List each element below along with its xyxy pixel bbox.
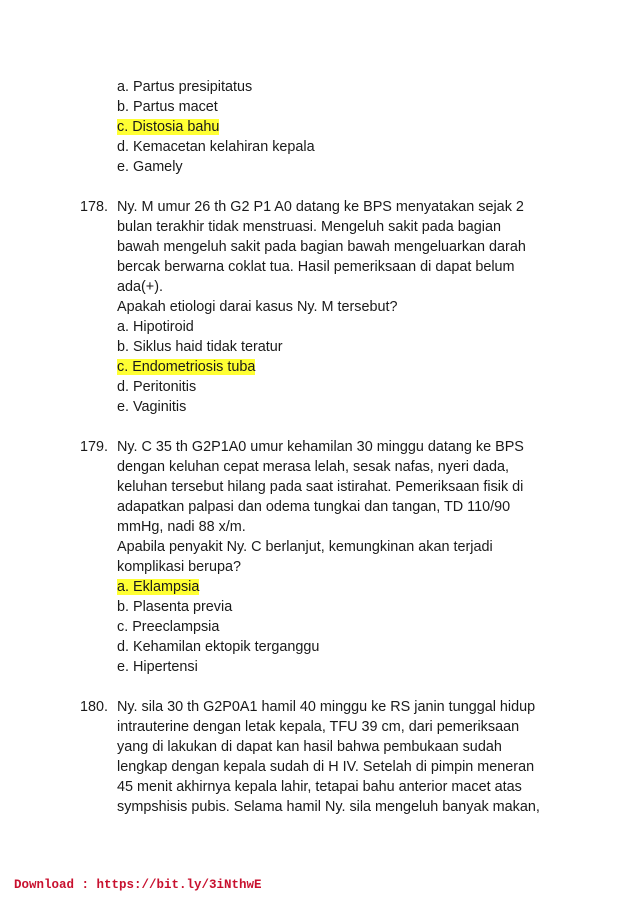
question-text-line: bercak berwarna coklat tua. Hasil pemeriksaan di dapat belum — [117, 259, 515, 275]
question-text-line: bawah mengeluh sakit pada bagian bawah mengeluarkan darah — [117, 239, 526, 255]
question-text-line: adapatkan palpasi dan odema tungkai dan tangan, TD 110/90 — [117, 499, 511, 515]
highlighted-answer: c. Distosia bahu — [117, 119, 220, 135]
q179-option-a — [117, 577, 199, 597]
highlighted-answer: c. Endometriosis tuba — [117, 359, 256, 375]
q177-option-d: d. Kemacetan kelahiran kepala — [117, 139, 315, 155]
question-text-line: dengan keluhan cepat merasa lelah, sesak nafas, nyeri dada, — [117, 459, 510, 475]
question-text-line: 45 menit akhirnya kepala lahir, tetapai bahu anterior macet atas — [117, 779, 522, 795]
question-text-line: sympshisis pubis. Selama hamil Ny. sila mengeluh banyak makan, — [117, 799, 540, 815]
question-prompt: Apabila penyakit Ny. C berlanjut, kemungkinan akan terjadi — [117, 539, 493, 555]
question-number: 179. — [80, 439, 109, 455]
question-text-line: Ny. M umur 26 th G2 P1 A0 datang ke BPS menyatakan sejak 2 — [117, 199, 524, 215]
question-text-line: mmHg, nadi 88 x/m. — [117, 519, 246, 535]
question-text-line: Ny. sila 30 th G2P0A1 hamil 40 minggu ke RS janin tunggal hidup — [117, 699, 536, 715]
question-text-line: Ny. C 35 th G2P1A0 umur kehamilan 30 minggu datang ke BPS — [117, 439, 524, 455]
highlighted-answer: a. Eklampsia — [117, 579, 200, 595]
question-prompt: Apakah etiologi darai kasus Ny. M tersebut? — [117, 299, 398, 315]
question-text-line: bulan terakhir tidak menstruasi. Mengeluh sakit pada bagian — [117, 219, 501, 235]
question-prompt: komplikasi berupa? — [117, 559, 241, 575]
q179-option-b: b. Plasenta previa — [117, 599, 233, 615]
question-text-line: yang di lakukan di dapat kan hasil bahwa pembukaan sudah — [117, 739, 502, 755]
question-text-line: ada(+). — [117, 279, 163, 295]
download-link[interactable]: Download : https://bit.ly/3iNthwE — [14, 878, 262, 892]
q178-option-c — [117, 357, 255, 377]
q179-option-e: e. Hipertensi — [117, 659, 198, 675]
q177-option-c — [117, 117, 219, 137]
q177-option-a: a. Partus presipitatus — [117, 79, 253, 95]
q178-option-a: a. Hipotiroid — [117, 319, 194, 335]
q178-option-d: d. Peritonitis — [117, 379, 197, 395]
q178-option-e: e. Vaginitis — [117, 399, 187, 415]
q177-option-b: b. Partus macet — [117, 99, 218, 115]
q179-option-c: c. Preeclampsia — [117, 619, 220, 635]
question-text-line: keluhan tersebut hilang pada saat istirahat. Pemeriksaan fisik di — [117, 479, 524, 495]
question-text-line: lengkap dengan kepala sudah di H IV. Setelah di pimpin meneran — [117, 759, 535, 775]
q178-option-b: b. Siklus haid tidak teratur — [117, 339, 283, 355]
question-number: 180. — [80, 699, 109, 715]
question-number: 178. — [80, 199, 109, 215]
q179-option-d: d. Kehamilan ektopik terganggu — [117, 639, 320, 655]
question-text-line: intrauterine dengan letak kepala, TFU 39 cm, dari pemeriksaan — [117, 719, 520, 735]
q177-option-e: e. Gamely — [117, 159, 183, 175]
